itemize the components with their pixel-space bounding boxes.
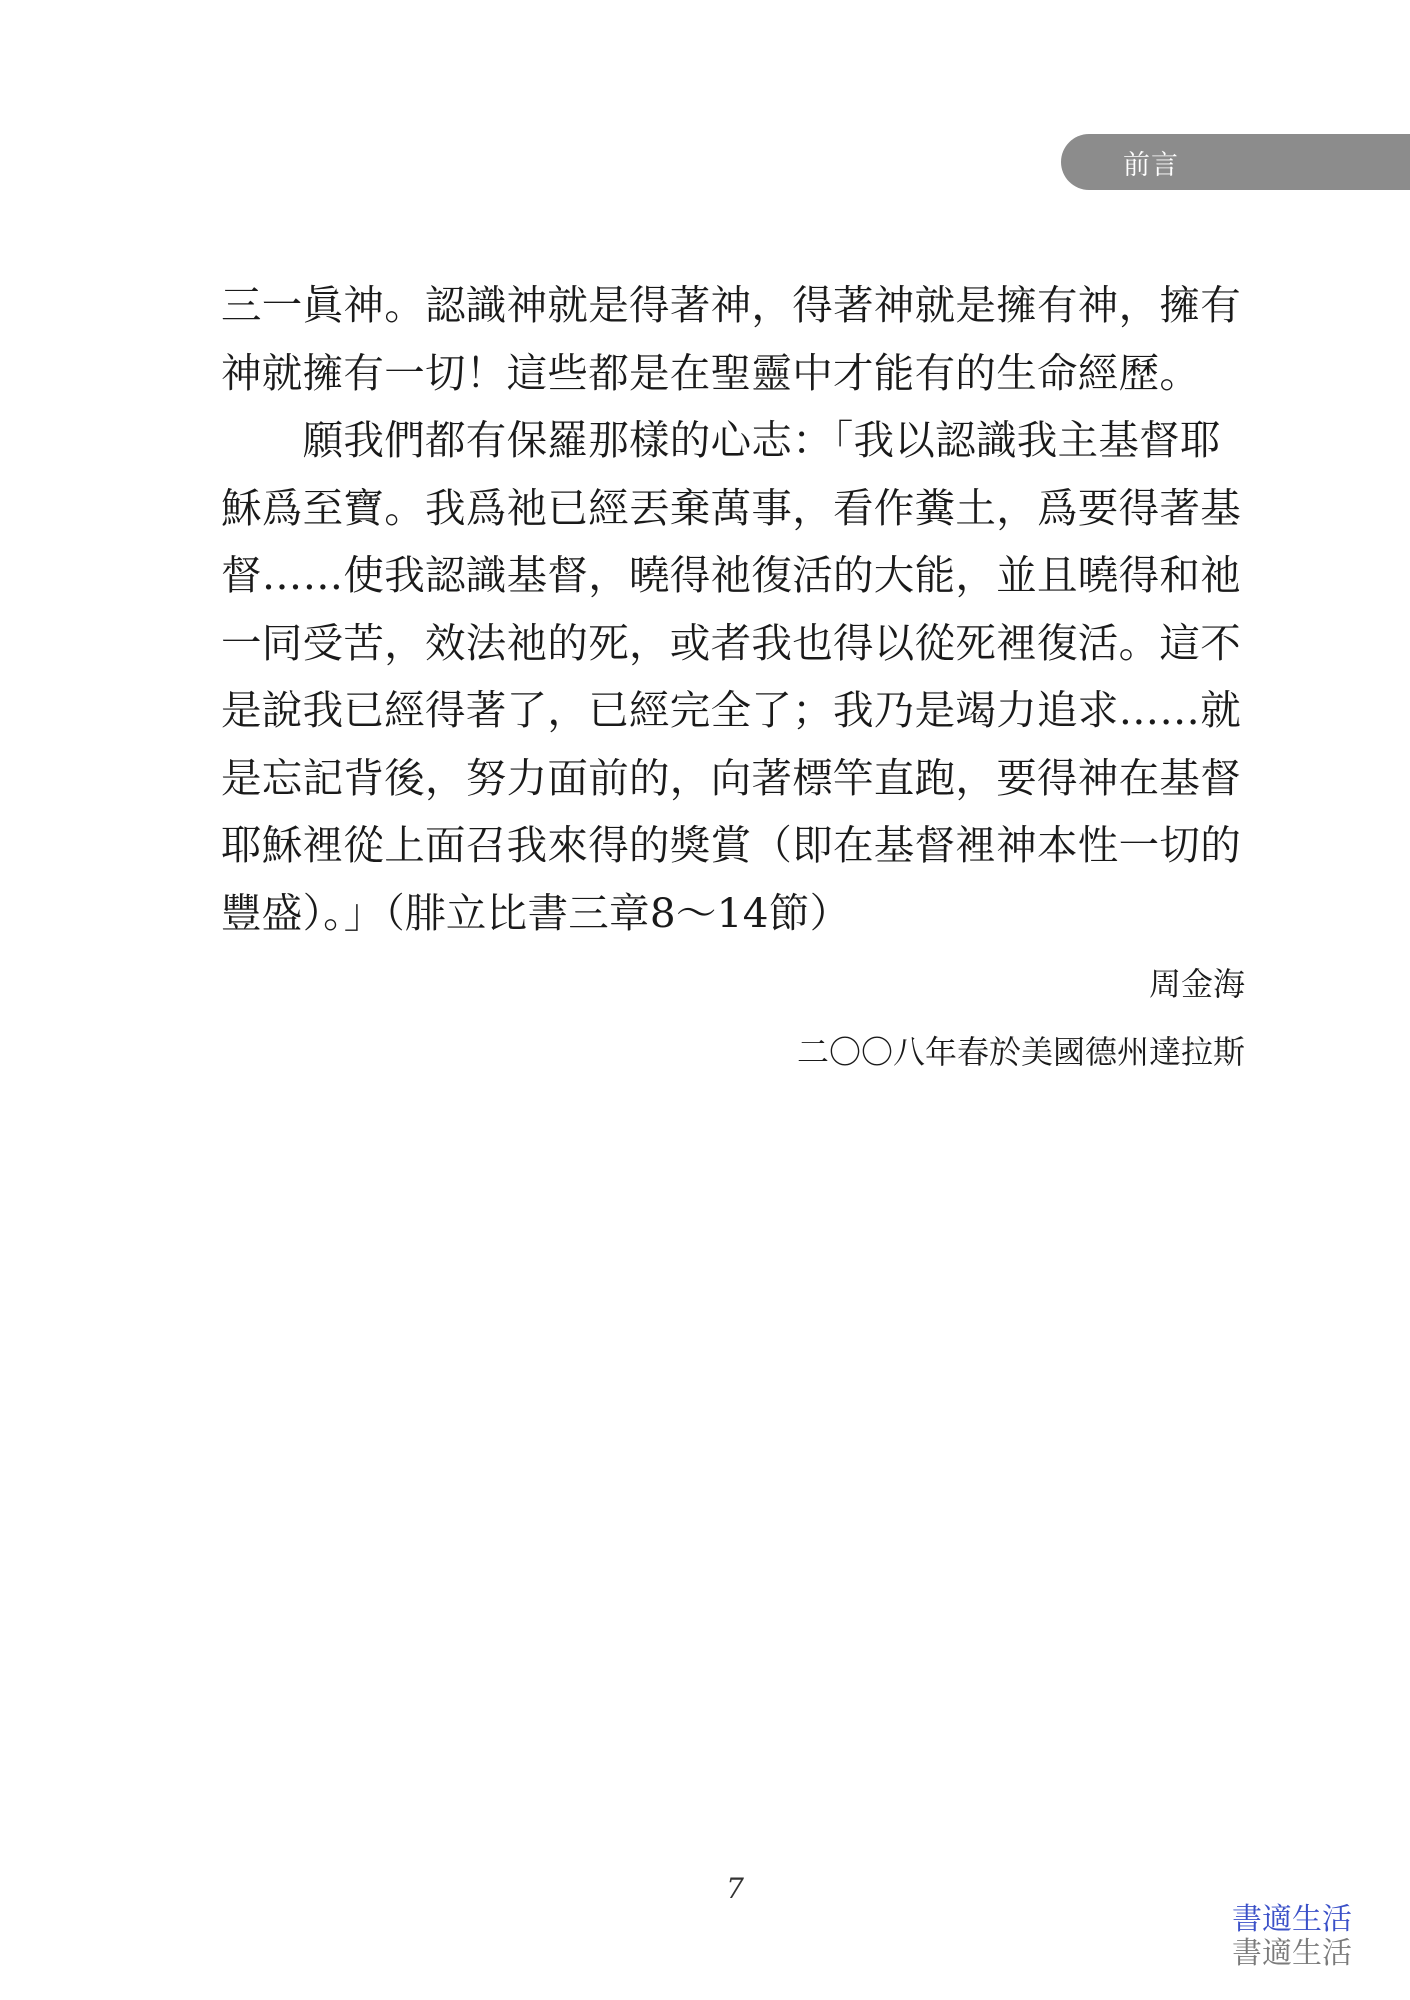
watermark-line: 書適生活 (1232, 1902, 1352, 1937)
body-line: 神就擁有一切！這些都是在聖靈中才能有的生命經歷。 (221, 348, 1201, 397)
body-line: 願我們都有保羅那樣的心志：「我以認識我主基督耶 (221, 416, 1221, 464)
page-number: 7 (726, 1872, 744, 1905)
signature-block (797, 950, 1245, 1086)
body-line: 督……使我認識基督，曉得祂復活的大能，並且曉得和祂 (221, 551, 1241, 599)
body-line: 豐盛）。」（腓立比書三章8～14節） (221, 888, 851, 937)
body-line: 穌爲至寶。我爲祂已經丟棄萬事，看作糞土，爲要得著基 (221, 483, 1241, 532)
watermark (1232, 1903, 1352, 1971)
body-line: 是忘記背後，努力面前的，向著標竿直跑，要得神在基督 (221, 753, 1241, 802)
section-tab-label: 前言 (1123, 149, 1179, 181)
body-text (221, 272, 1251, 947)
body-line: 一同受苦，效法祂的死，或者我也得以從死裡復活。這不 (221, 618, 1241, 667)
body-line: 三一眞神。認識神就是得著神，得著神就是擁有神，擁有 (221, 281, 1241, 329)
section-tab (1061, 134, 1410, 190)
author-name: 周金海 (1148, 965, 1245, 1003)
body-line: 是說我已經得著了，已經完全了；我乃是竭力追求……就 (221, 686, 1241, 734)
body-line: 耶穌裡從上面召我來得的獎賞（即在基督裡神本性一切的 (221, 821, 1241, 869)
date-place: 二〇〇八年春於美國德州達拉斯 (796, 1033, 1245, 1071)
watermark-line: 書適生活 (1232, 1936, 1352, 1971)
